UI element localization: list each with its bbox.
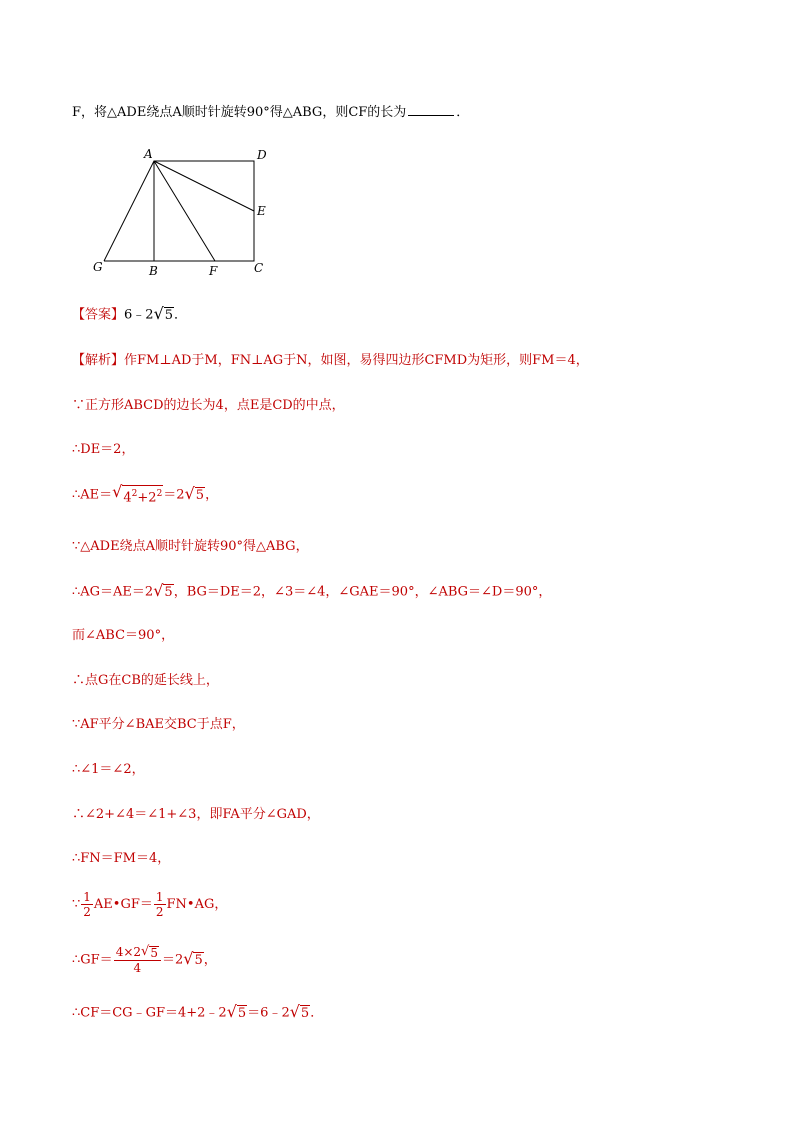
analysis-line-8: ∴点G在CB的延长线上， <box>72 673 219 688</box>
label-e: E <box>257 204 266 218</box>
label-f: F <box>209 264 218 278</box>
analysis-line-5: ∵△ADE绕点A顺时针旋转90°得△ABG， <box>72 539 309 554</box>
answer-line <box>72 306 187 325</box>
square-abcd <box>154 161 254 261</box>
answer-sqrt: √ 5 <box>153 304 174 323</box>
analysis-line-1: 【解析】作FM⊥AD于M，FN⊥AG于N，如图，易得四边形CFMD为矩形，则FM＝4， <box>72 353 589 368</box>
segment-ag <box>104 161 154 261</box>
answer-post: ． <box>174 307 188 323</box>
label-g: G <box>93 260 103 274</box>
analysis-line-15: ∴CF＝CG﹣GF＝4+2﹣2 √ 5 ＝6﹣2 √ 5 ． <box>72 1002 324 1021</box>
analysis-line-6: ∴AG＝AE＝2 √ 5 ，BG＝DE＝2，∠3＝∠4，∠GAE＝90°，∠ABG＝∠D＝90°， <box>72 581 552 600</box>
fraction-gf: 4×2 √ 5 4 <box>114 945 161 975</box>
analysis-line-13: ∵ $\frac{1}{2}$ AE•GF＝ $\frac{1}{2}$ FN•AG， <box>72 890 228 919</box>
answer-tag: 【答案】 <box>72 307 125 323</box>
fraction-half: $\frac{1}{2}$ <box>155 890 164 919</box>
label-c: C <box>254 261 264 275</box>
label-b: B <box>149 264 158 278</box>
analysis-line-2: ∵正方形ABCD的边长为4，点E是CD的中点， <box>72 398 345 413</box>
fraction-half: $\frac{1}{2}$ <box>83 890 91 919</box>
analysis-tag: 【解析】 <box>72 353 125 368</box>
sqrt-4sq-2sq: √ $4^2+2^2$ <box>112 482 163 506</box>
problem-text: F，将△ADE绕点A顺时针旋转90°得△ABG，则CF的长为 <box>72 105 407 120</box>
analysis-line-9: ∵AF平分∠BAE交BC于点F， <box>72 717 245 732</box>
label-d: D <box>257 148 267 162</box>
analysis-line-4: ∴AE＝ √ $4^2+2^2$ ＝2 √ 5 ， <box>72 482 219 506</box>
analysis-line-3: ∴DE＝2， <box>72 442 135 457</box>
problem-line <box>72 103 469 122</box>
analysis-line-14: ∴GF＝ 4×2 √ 5 4 ＝2 √ 5 ， <box>72 944 217 975</box>
analysis-line-11: ∴∠2+∠4＝∠1+∠3，即FA平分∠GAD， <box>72 807 320 822</box>
analysis-line-12: ∴FN＝FM＝4， <box>72 851 171 866</box>
problem-end: ． <box>456 105 470 120</box>
analysis-line-10: ∴∠1＝∠2， <box>72 762 145 777</box>
label-a: A <box>144 147 153 161</box>
geometry-figure <box>90 145 280 285</box>
analysis-line-7: 而∠ABC＝90°， <box>72 628 175 643</box>
answer-blank <box>408 103 454 116</box>
answer-pre: 6﹣2 <box>124 307 154 323</box>
